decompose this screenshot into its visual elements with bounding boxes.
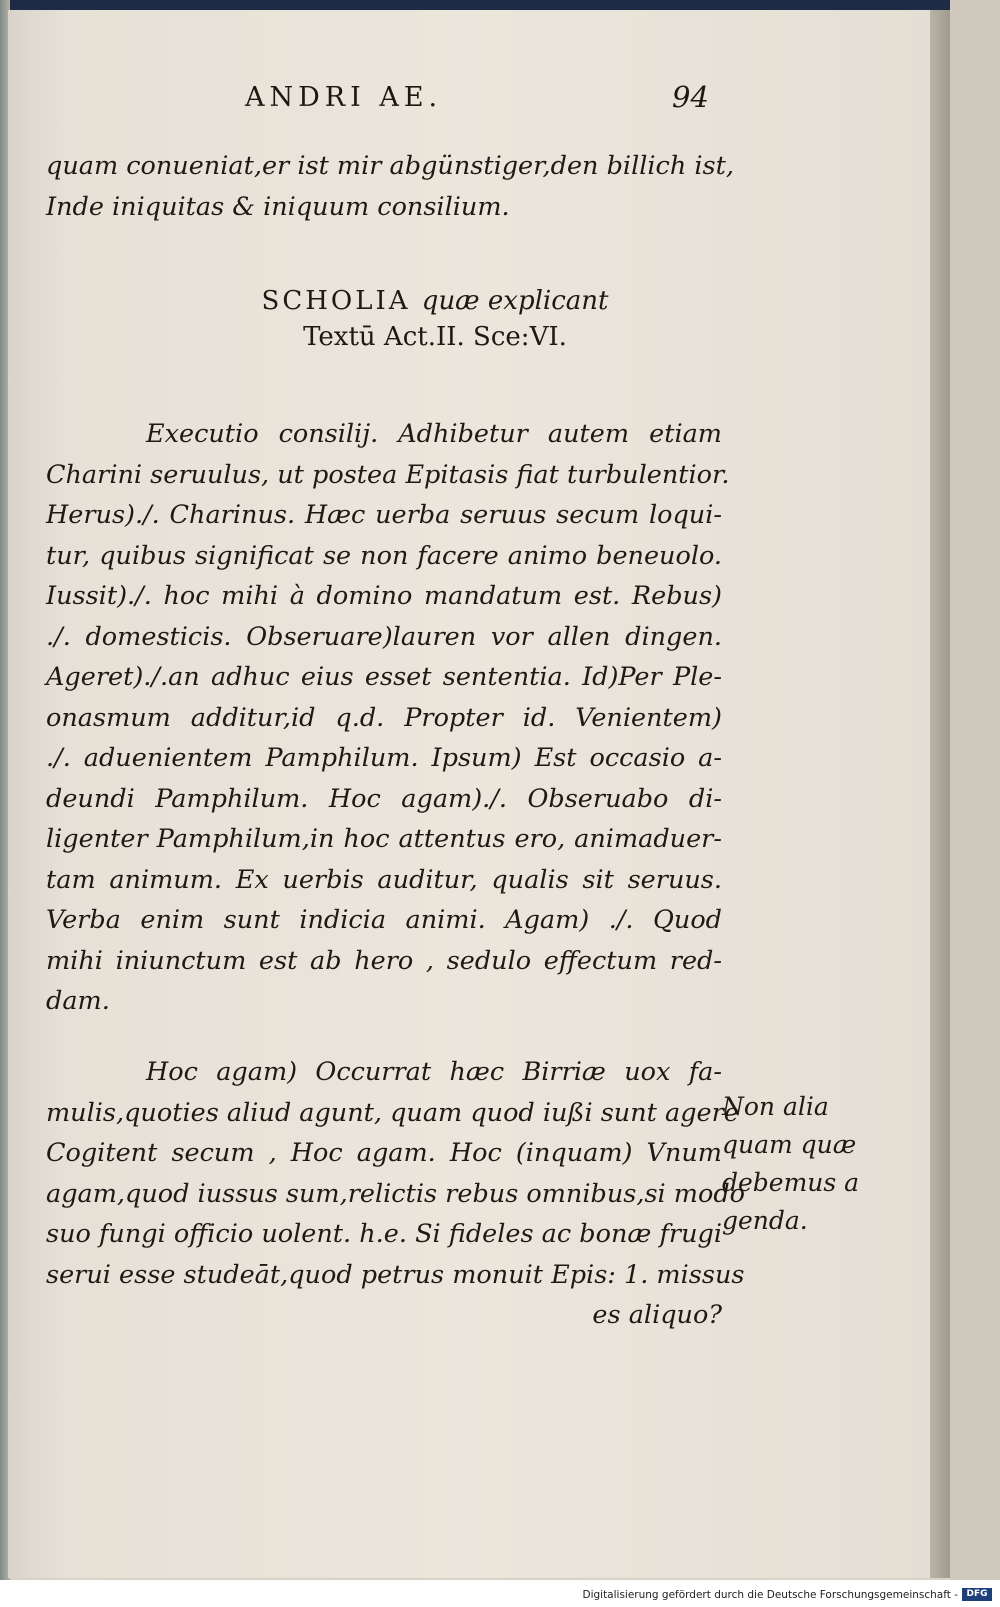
text-line: tur, quibus significat se non facere animo beneuolo. (46, 540, 722, 571)
running-title: ANDRI AE. (245, 82, 443, 113)
text-line: ./. domesticis. Obseruare)lauren vor allen dingen. (46, 621, 722, 652)
page-number: 94 (672, 80, 709, 114)
intro-paragraph (46, 146, 734, 227)
scholia-paragraph (46, 414, 730, 1022)
digitization-note: Digitalisierung gefördert durch die Deutsche Forschungsgemeinschaft - (582, 1589, 958, 1601)
text-line: onasmum additur,id q.d. Propter id. Venientem) (46, 702, 722, 733)
text-line: Iussit)./. hoc mihi à domino mandatum est. Rebus) (46, 581, 722, 611)
hoc-agam-paragraph (46, 1052, 745, 1336)
marginal-line: quam quæ (722, 1130, 857, 1159)
text-line: Herus)./. Charinus. Hæc uerba seruus secum loqui- (46, 500, 722, 530)
text-line: suo fungi officio uolent. h.e. Si fideles ac bonæ frugi (46, 1219, 722, 1249)
text-line: mulis,quoties aliud agunt, quam quod iußi sunt agere (46, 1097, 739, 1128)
heading-line-1 (0, 286, 1000, 316)
marginal-note (722, 1088, 862, 1240)
heading-line-2: Textū Act.II. Sce:VI. (303, 322, 567, 352)
text-line: ligenter Pamphilum,in hoc attentus ero, animaduer- (46, 824, 722, 854)
text-line: quam conueniat,er ist mir abgünstiger,den billich ist, (46, 151, 734, 181)
text-line: tam animum. Ex uerbis auditur, qualis sit seruus. (46, 864, 722, 895)
text-line: Cogitent secum , Hoc agam. Hoc (inquam) Vnum (46, 1138, 722, 1168)
text-line: ./. aduenientem Pamphilum. Ipsum) Est occasio a- (46, 743, 722, 773)
marginal-line: debemus a (722, 1168, 860, 1197)
text-line: Verba enim sunt indicia animi. Agam) ./. Quod (46, 905, 722, 935)
dfg-logo: DFG (962, 1588, 992, 1601)
marginal-line: Non alia (722, 1092, 829, 1121)
text-line: Hoc agam) Occurrat hæc Birriæ uox fa- (146, 1057, 722, 1087)
text-line: dam. (46, 986, 110, 1016)
scholia-heading (0, 286, 1000, 352)
text-line: serui esse studeāt,quod petrus monuit Epis: 1. missus (46, 1259, 745, 1290)
heading-caps: SCHOLIA (261, 286, 411, 316)
scan-right-border (950, 0, 1000, 1580)
page-header (0, 80, 1000, 120)
text-line: deundi Pamphilum. Hoc agam)./. Obseruabo di- (46, 783, 722, 814)
text-line: Inde iniquitas & iniquum consilium. (46, 191, 510, 222)
text-line: mihi iniunctum est ab hero , sedulo effectum red- (46, 945, 722, 976)
text-line: Executio consilij. Adhibetur autem etiam (146, 419, 722, 449)
page-edge-shadow (930, 10, 950, 1578)
text-line: agam,quod iussus sum,relictis rebus omnibus,si modo (46, 1178, 745, 1209)
heading-italic: quæ explicant (421, 286, 609, 316)
marginal-line: genda. (722, 1206, 808, 1235)
text-line: Charini seruulus, ut postea Epitasis fiat turbulentior. (46, 459, 730, 490)
catchword: es aliquo? (592, 1300, 722, 1330)
text-line: Ageret)./.an adhuc eius esset sententia. Id)Per Ple- (46, 662, 722, 692)
